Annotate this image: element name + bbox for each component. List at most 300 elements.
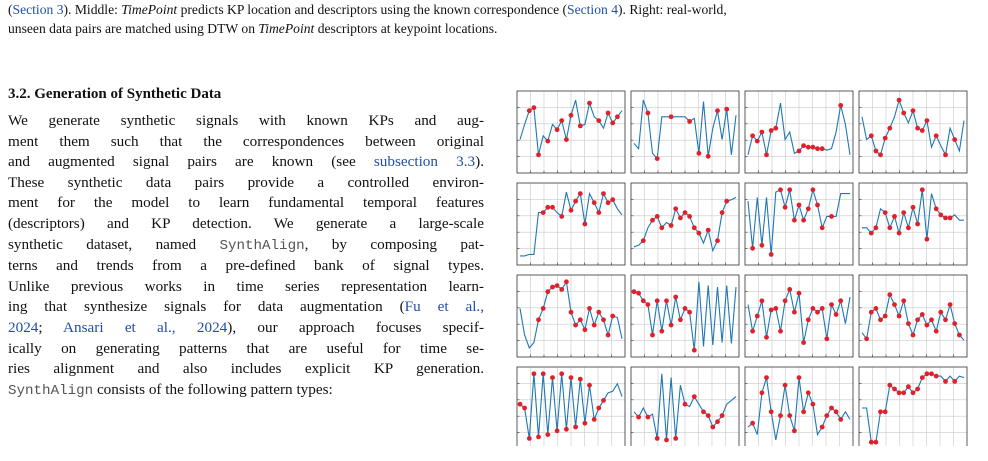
keypoint-marker <box>764 375 769 380</box>
section-4-link[interactable]: Section 4 <box>567 2 619 17</box>
keypoint-marker <box>527 436 532 441</box>
keypoint-marker <box>883 136 888 141</box>
keypoint-marker <box>706 228 711 233</box>
keypoint-marker <box>925 371 930 376</box>
keypoint-marker <box>806 206 811 211</box>
paragraph-line: We generate synthetic signals with known KPs and aug- <box>8 112 484 129</box>
keypoint-marker <box>750 133 755 138</box>
keypoint-marker <box>669 114 674 119</box>
caption-text: descriptors at keypoint locations. <box>314 21 498 36</box>
signal-panel <box>859 91 967 173</box>
keypoint-marker <box>892 387 897 392</box>
keypoint-marker <box>578 124 583 129</box>
keypoint-marker <box>915 126 920 131</box>
keypoint-marker <box>829 214 834 219</box>
keypoint-marker <box>545 205 550 210</box>
paragraph-text: ). <box>475 153 484 171</box>
keypoint-marker <box>596 118 601 123</box>
keypoint-marker <box>943 152 948 157</box>
keypoint-marker <box>527 108 532 113</box>
keypoint-marker <box>750 421 755 426</box>
keypoint-marker <box>773 306 778 311</box>
signal-panel <box>631 367 739 446</box>
keypoint-marker <box>755 314 760 319</box>
keypoint-marker <box>925 237 930 242</box>
keypoint-marker <box>596 406 601 411</box>
keypoint-marker <box>838 103 843 108</box>
keypoint-marker <box>769 308 774 313</box>
keypoint-marker <box>541 306 546 311</box>
keypoint-marker <box>610 314 615 319</box>
keypoint-marker <box>578 191 583 196</box>
section-heading: 3.2. Generation of Synthetic Data <box>8 86 222 102</box>
paragraph-line: These synthetic data pairs provide a controlled environ- <box>8 173 484 191</box>
signal-panel <box>517 183 625 265</box>
keypoint-marker <box>564 427 569 432</box>
keypoint-marker <box>610 121 615 126</box>
keypoint-marker <box>569 375 574 380</box>
keypoint-marker <box>592 200 597 205</box>
paragraph-text: , by composing pat- <box>304 235 484 253</box>
paragraph-line: (descriptors) and KP detection. We generate a large-scale <box>8 214 484 232</box>
keypoint-marker <box>592 323 597 328</box>
keypoint-marker <box>683 402 688 407</box>
keypoint-marker <box>806 390 811 395</box>
keypoint-marker <box>655 298 660 303</box>
keypoint-marker <box>934 329 939 334</box>
keypoint-marker <box>906 225 911 230</box>
keypoint-marker <box>920 187 925 192</box>
keypoint-marker <box>615 114 620 119</box>
keypoint-marker <box>760 390 765 395</box>
keypoint-marker <box>806 317 811 322</box>
keypoint-marker <box>943 216 948 221</box>
keypoint-marker <box>601 398 606 403</box>
keypoint-marker <box>664 298 669 303</box>
keypoint-marker <box>792 310 797 315</box>
keypoint-marker <box>601 191 606 196</box>
keypoint-marker <box>606 111 611 116</box>
keypoint-marker <box>646 111 651 116</box>
keypoint-marker <box>769 252 774 257</box>
keypoint-marker <box>724 107 729 112</box>
keypoint-marker <box>596 210 601 215</box>
citation-ansari-link[interactable]: Ansari et al., <box>63 318 176 336</box>
keypoint-marker <box>934 206 939 211</box>
keypoint-marker <box>532 105 537 110</box>
keypoint-marker <box>869 310 874 315</box>
keypoint-marker <box>892 302 897 307</box>
paragraph-line <box>8 235 484 257</box>
keypoint-marker <box>687 214 692 219</box>
keypoint-marker <box>641 298 646 303</box>
signal-panel <box>745 367 853 446</box>
keypoint-marker <box>920 128 925 133</box>
keypoint-marker <box>906 384 911 389</box>
signal-panel <box>517 91 625 173</box>
keypoint-marker <box>715 238 720 243</box>
caption-text: predicts KP location and descriptors using the known correspondence ( <box>177 2 568 17</box>
section-3-link[interactable]: Section 3 <box>12 2 64 17</box>
keypoint-marker <box>650 333 655 338</box>
keypoint-marker <box>811 187 816 192</box>
keypoint-marker <box>901 390 906 395</box>
keypoint-marker <box>518 402 523 407</box>
keypoint-marker <box>692 225 697 230</box>
keypoint-marker <box>550 205 555 210</box>
keypoint-marker <box>824 413 829 418</box>
keypoint-marker <box>901 111 906 116</box>
keypoint-marker <box>829 302 834 307</box>
keypoint-marker <box>755 139 760 144</box>
keypoint-marker <box>573 199 578 204</box>
keypoint-marker <box>646 302 651 307</box>
keypoint-marker <box>692 348 697 353</box>
keypoint-marker <box>911 390 916 395</box>
keypoint-marker <box>948 216 953 221</box>
keypoint-marker <box>878 317 883 322</box>
body-paragraph <box>8 111 484 401</box>
signal-panel <box>745 183 853 265</box>
caption-text: ). Right: real-world, <box>618 2 727 17</box>
keypoint-marker <box>806 145 811 150</box>
keypoint-marker <box>874 225 879 230</box>
keypoint-marker <box>778 413 783 418</box>
keypoint-marker <box>874 149 879 154</box>
keypoint-marker <box>541 210 546 215</box>
paragraph-line <box>8 297 484 318</box>
keypoint-marker <box>801 143 806 148</box>
keypoint-marker <box>769 128 774 133</box>
keypoint-marker <box>606 200 611 205</box>
keypoint-marker <box>820 425 825 430</box>
keypoint-marker <box>750 246 755 251</box>
keypoint-marker <box>801 218 806 223</box>
citation-fu-year-link[interactable]: 2024 <box>8 318 39 336</box>
keypoint-marker <box>883 314 888 319</box>
keypoint-marker <box>811 145 816 150</box>
keypoint-marker <box>901 298 906 303</box>
keypoint-marker <box>915 222 920 227</box>
keypoint-marker <box>632 289 637 294</box>
keypoint-marker <box>797 203 802 208</box>
keypoint-marker <box>887 126 892 131</box>
keypoint-marker <box>824 336 829 341</box>
keypoint-marker <box>573 425 578 430</box>
keypoint-marker <box>801 340 806 345</box>
keypoint-marker <box>587 101 592 106</box>
keypoint-marker <box>838 417 843 422</box>
keypoint-marker <box>938 213 943 218</box>
keypoint-marker <box>815 310 820 315</box>
keypoint-marker <box>764 152 769 157</box>
keypoint-marker <box>811 402 816 407</box>
keypoint-marker <box>783 298 788 303</box>
keypoint-marker <box>911 333 916 338</box>
keypoint-marker <box>883 210 888 215</box>
keypoint-marker <box>878 409 883 414</box>
keypoint-marker <box>683 210 688 215</box>
keypoint-marker <box>760 298 765 303</box>
keypoint-marker <box>659 225 664 230</box>
keypoint-marker <box>720 210 725 215</box>
keypoint-marker <box>838 298 843 303</box>
keypoint-marker <box>545 139 550 144</box>
keypoint-marker <box>715 419 720 424</box>
keypoint-marker <box>587 306 592 311</box>
figure-caption: (Section 3). Middle: TimePoint predicts KP location and descriptors using the known correspondence (Section 4). Right: real-world, unseen data pairs are matched using DTW on TimePoint descriptors at keypoint locations. <box>8 2 727 36</box>
paragraph-text: and augmented signal pairs are known (see <box>8 153 374 171</box>
keypoint-marker <box>925 323 930 328</box>
keypoint-marker <box>646 415 651 420</box>
keypoint-marker <box>920 375 925 380</box>
paragraph-line: ically on generating patterns that are useful for time se- <box>8 339 484 357</box>
paragraph-line: ment for the model to learn fundamental temporal features <box>8 194 484 212</box>
keypoint-marker <box>706 413 711 418</box>
keypoint-marker <box>760 243 765 248</box>
keypoint-marker <box>901 210 906 215</box>
keypoint-marker <box>920 312 925 317</box>
keypoint-marker <box>815 146 820 151</box>
keypoint-marker <box>887 225 892 230</box>
keypoint-marker <box>929 317 934 322</box>
paragraph-line <box>8 318 484 339</box>
signal-panel <box>859 275 967 357</box>
signal-panel <box>631 91 739 173</box>
keypoint-marker <box>650 218 655 223</box>
keypoint-marker <box>883 409 888 414</box>
keypoint-marker <box>564 137 569 142</box>
keypoint-marker <box>596 310 601 315</box>
keypoint-marker <box>906 321 911 326</box>
signal-panel <box>517 367 625 446</box>
keypoint-marker <box>720 413 725 418</box>
keypoint-marker <box>555 283 560 288</box>
keypoint-marker <box>697 231 702 236</box>
keypoint-marker <box>536 317 541 322</box>
keypoint-marker <box>952 321 957 326</box>
keypoint-marker <box>797 291 802 296</box>
keypoint-marker <box>550 375 555 380</box>
keypoint-marker <box>569 208 574 213</box>
keypoint-marker <box>550 285 555 290</box>
keypoint-marker <box>787 413 792 418</box>
keypoint-marker <box>583 421 588 426</box>
keypoint-marker <box>943 379 948 384</box>
keypoint-marker <box>769 409 774 414</box>
keypoint-marker <box>929 371 934 376</box>
keypoint-marker <box>887 383 892 388</box>
keypoint-marker <box>773 126 778 131</box>
paragraph-line <box>8 380 484 402</box>
keypoint-marker <box>715 108 720 113</box>
signal-panel <box>631 275 739 357</box>
paragraph-text <box>176 319 197 336</box>
paragraph-line: terns and trends from a pre-defined bank of signal types. <box>8 257 484 275</box>
caption-timepoint: TimePoint <box>258 21 315 36</box>
keypoint-marker <box>787 187 792 192</box>
keypoint-marker <box>934 374 939 379</box>
signal-panel <box>745 275 853 357</box>
keypoint-marker <box>592 417 597 422</box>
keypoint-marker <box>897 98 902 103</box>
keypoint-marker <box>641 238 646 243</box>
keypoint-marker <box>811 306 816 311</box>
keypoint-marker <box>911 205 916 210</box>
keypoint-marker <box>569 113 574 118</box>
keypoint-marker <box>664 438 669 443</box>
subsection-3-3-link[interactable]: subsection 3.3 <box>373 153 476 171</box>
keypoint-marker <box>655 156 660 161</box>
keypoint-marker <box>559 214 564 219</box>
keypoint-marker <box>559 371 564 376</box>
keypoint-marker <box>697 151 702 156</box>
keypoint-marker <box>555 127 560 132</box>
keypoint-marker <box>636 415 641 420</box>
keypoint-marker <box>669 223 674 228</box>
keypoint-marker <box>678 317 683 322</box>
keypoint-marker <box>545 289 550 294</box>
keypoint-marker <box>559 287 564 292</box>
keypoint-marker <box>801 409 806 414</box>
paragraph-text: consists of the following pattern types: <box>93 380 333 398</box>
keypoint-marker <box>601 317 606 322</box>
paragraph-text: synthetic dataset, named <box>8 235 220 253</box>
caption-text: ). Middle: <box>63 2 122 17</box>
keypoint-marker <box>559 118 564 123</box>
keypoint-marker <box>911 108 916 113</box>
keypoint-marker <box>610 197 615 202</box>
keypoint-marker <box>541 371 546 376</box>
keypoint-marker <box>678 216 683 221</box>
keypoint-marker <box>957 333 962 338</box>
keypoint-marker <box>669 323 674 328</box>
keypoint-marker <box>892 214 897 219</box>
keypoint-marker <box>792 218 797 223</box>
keypoint-marker <box>536 152 541 157</box>
paragraph-text: ), our approach focuses specif- <box>227 318 484 336</box>
keypoint-marker <box>787 287 792 292</box>
keypoint-marker <box>687 310 692 315</box>
keypoint-marker <box>750 329 755 334</box>
keypoint-marker <box>706 154 711 159</box>
keypoint-marker <box>659 329 664 334</box>
keypoint-marker <box>760 130 765 135</box>
signal-panel <box>517 275 625 357</box>
keypoint-marker <box>897 390 902 395</box>
keypoint-marker <box>815 203 820 208</box>
keypoint-marker <box>673 295 678 300</box>
keypoint-marker <box>797 149 802 154</box>
paragraph-line: Unlike previous works in time series representation learn- <box>8 277 484 295</box>
keypoint-marker <box>915 317 920 322</box>
keypoint-marker <box>820 306 825 311</box>
keypoint-marker <box>683 306 688 311</box>
keypoint-marker <box>834 409 839 414</box>
keypoint-marker <box>701 409 706 414</box>
keypoint-marker <box>687 119 692 124</box>
keypoint-marker <box>948 302 953 307</box>
keypoint-marker <box>820 146 825 151</box>
keypoint-marker <box>887 292 892 297</box>
keypoint-marker <box>820 225 825 230</box>
keypoint-marker <box>673 206 678 211</box>
keypoint-marker <box>555 428 560 433</box>
keypoint-marker <box>829 406 834 411</box>
synthetic-signal-figure <box>516 90 972 446</box>
keypoint-marker <box>934 133 939 138</box>
keypoint-marker <box>834 312 839 317</box>
keypoint-marker <box>952 137 957 142</box>
keypoint-marker <box>532 371 537 376</box>
keypoint-marker <box>869 231 874 236</box>
keypoint-marker <box>673 436 678 441</box>
synthalign-code: SynthAlign <box>8 382 94 399</box>
synthalign-code: SynthAlign <box>219 237 305 254</box>
citation-fu-link[interactable]: Fu et al., <box>404 298 484 316</box>
keypoint-marker <box>522 406 527 411</box>
keypoint-marker <box>783 205 788 210</box>
keypoint-marker <box>797 375 802 380</box>
caption-timepoint: TimePoint <box>121 2 178 17</box>
keypoint-marker <box>578 377 583 382</box>
keypoint-marker <box>783 383 788 388</box>
keypoint-marker <box>545 432 550 437</box>
keypoint-marker <box>938 310 943 315</box>
signal-panel <box>859 183 967 265</box>
keypoint-marker <box>764 335 769 340</box>
paragraph-line: ment them such that the correspondences between original <box>8 132 484 150</box>
keypoint-marker <box>897 314 902 319</box>
keypoint-marker <box>569 310 574 315</box>
keypoint-marker <box>878 152 883 157</box>
keypoint-marker <box>778 329 783 334</box>
keypoint-marker <box>573 323 578 328</box>
citation-ansari-year-link[interactable]: 2024 <box>196 318 228 336</box>
keypoint-marker <box>943 317 948 322</box>
keypoint-marker <box>724 199 729 204</box>
keypoint-marker <box>952 379 957 384</box>
keypoint-marker <box>869 133 874 138</box>
keypoint-marker <box>710 425 715 430</box>
keypoint-marker <box>583 222 588 227</box>
paragraph-line: ries alignment and also includes explicit KP generation. <box>8 360 484 378</box>
paragraph-line <box>8 152 484 173</box>
keypoint-marker <box>578 317 583 322</box>
caption-text: unseen data pairs are matched using DTW on <box>8 21 259 36</box>
keypoint-marker <box>792 428 797 433</box>
signal-panel <box>859 367 967 446</box>
keypoint-marker <box>874 440 879 445</box>
keypoint-marker <box>564 279 569 284</box>
keypoint-marker <box>655 436 660 441</box>
keypoint-marker <box>925 118 930 123</box>
keypoint-marker <box>655 214 660 219</box>
paragraph-text: ing that synthesize signals for data augmentation ( <box>8 298 405 316</box>
keypoint-marker <box>915 387 920 392</box>
signal-panel <box>631 183 739 265</box>
keypoint-marker <box>897 231 902 236</box>
keypoint-marker <box>692 394 697 399</box>
keypoint-marker <box>778 187 783 192</box>
keypoint-marker <box>536 435 541 440</box>
keypoint-marker <box>864 336 869 341</box>
keypoint-marker <box>587 383 592 388</box>
signal-panel <box>745 91 853 173</box>
paragraph-text: ; <box>38 318 64 336</box>
keypoint-marker <box>636 291 641 296</box>
keypoint-marker <box>869 440 874 445</box>
